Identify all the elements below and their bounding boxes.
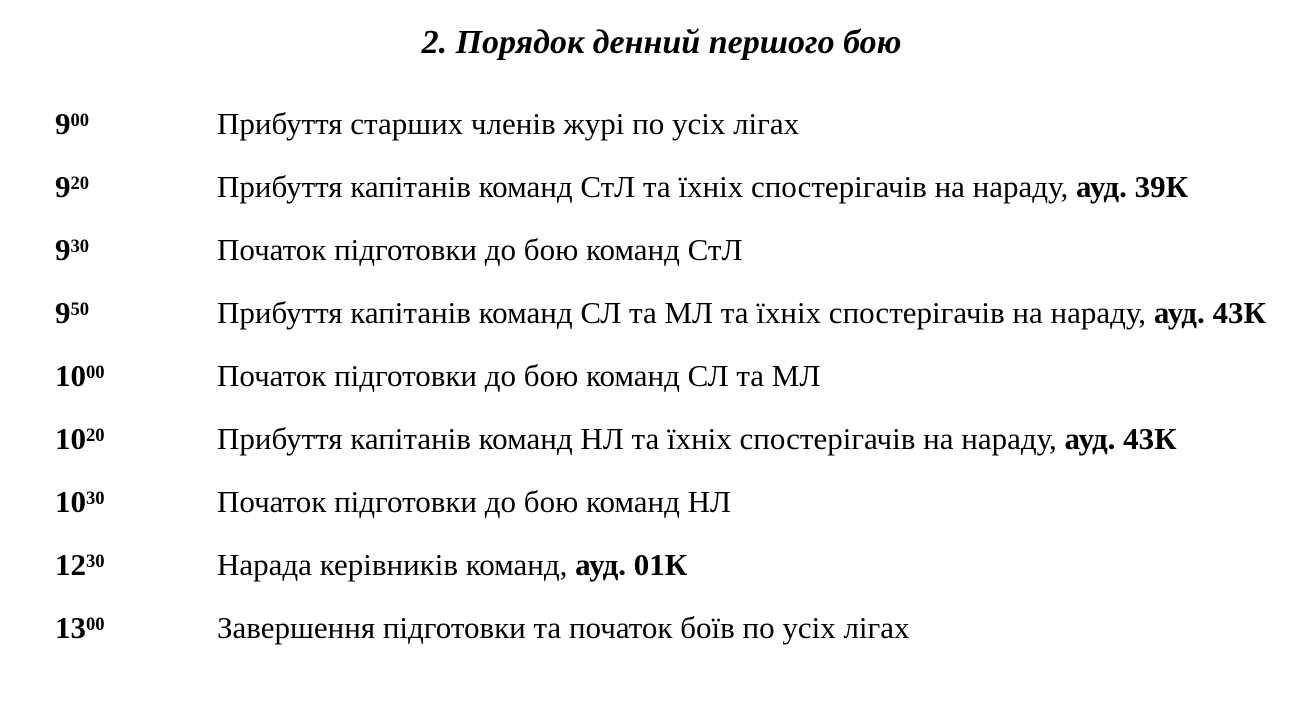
row-text-segment: Прибуття старших членів журі по усіх лігах bbox=[217, 106, 800, 141]
row-text-segment: Завершення підготовки та початок боїв по усіх лігах bbox=[217, 610, 910, 645]
schedule-row bbox=[55, 482, 1268, 522]
row-text-bold-segment: ауд. 39К bbox=[1075, 169, 1189, 204]
time-hour: 10 bbox=[55, 421, 86, 456]
schedule-row bbox=[55, 230, 1268, 270]
schedule-row bbox=[55, 608, 1268, 648]
row-text-bold-segment: ауд. 43К bbox=[1153, 295, 1266, 330]
row-text bbox=[217, 419, 1268, 459]
time-minutes: 50 bbox=[70, 299, 90, 321]
time-hour: 10 bbox=[55, 358, 86, 393]
row-text-segment: Початок підготовки до бою команд НЛ bbox=[217, 484, 732, 519]
row-text bbox=[217, 482, 1268, 522]
time-minutes: 20 bbox=[70, 173, 90, 195]
row-text bbox=[217, 104, 1268, 144]
row-text-bold-segment: ауд. 43К bbox=[1064, 421, 1177, 456]
schedule-row bbox=[55, 356, 1268, 396]
time-minutes: 20 bbox=[86, 425, 105, 447]
time-hour: 10 bbox=[55, 484, 86, 519]
time-minutes: 30 bbox=[86, 551, 105, 573]
time-label bbox=[55, 104, 217, 144]
row-text bbox=[217, 608, 1268, 648]
time-minutes: 30 bbox=[86, 488, 105, 510]
row-text-segment: Нарада керівників команд, bbox=[217, 547, 576, 582]
time-hour: 9 bbox=[55, 232, 71, 267]
row-text bbox=[217, 230, 1268, 270]
time-hour: 9 bbox=[55, 295, 71, 330]
schedule-row bbox=[55, 104, 1268, 144]
time-hour: 12 bbox=[55, 547, 86, 582]
row-text bbox=[217, 293, 1268, 333]
time-label bbox=[55, 482, 217, 522]
time-label bbox=[55, 230, 217, 270]
schedule-row bbox=[55, 293, 1268, 333]
time-minutes: 30 bbox=[70, 236, 90, 258]
schedule-row bbox=[55, 167, 1268, 207]
time-minutes: 00 bbox=[70, 110, 90, 132]
row-text-segment: Початок підготовки до бою команд СЛ та МЛ bbox=[217, 358, 821, 393]
time-label bbox=[55, 419, 217, 459]
time-hour: 13 bbox=[55, 610, 86, 645]
page-title: 2. Порядок денний першого бою bbox=[421, 24, 902, 61]
row-text bbox=[217, 356, 1268, 396]
row-text-bold-segment: ауд. 01К bbox=[575, 547, 688, 582]
time-hour: 9 bbox=[55, 169, 71, 204]
time-label bbox=[55, 608, 217, 648]
row-text-segment: Прибуття капітанів команд СтЛ та їхніх спостерігачів на нараду, bbox=[217, 169, 1076, 204]
schedule-rows bbox=[55, 104, 1268, 648]
row-text bbox=[217, 167, 1268, 207]
time-minutes: 00 bbox=[86, 362, 105, 384]
row-text-segment: Прибуття капітанів команд НЛ та їхніх спостерігачів на нараду, bbox=[217, 421, 1065, 456]
time-label bbox=[55, 167, 217, 207]
time-label bbox=[55, 356, 217, 396]
time-hour: 9 bbox=[55, 106, 71, 141]
row-text-segment: Прибуття капітанів команд СЛ та МЛ та їхніх спостерігачів на нараду, bbox=[217, 295, 1154, 330]
time-minutes: 00 bbox=[86, 614, 105, 636]
schedule-row bbox=[55, 419, 1268, 459]
time-label bbox=[55, 545, 217, 585]
schedule-row bbox=[55, 545, 1268, 585]
row-text bbox=[217, 545, 1268, 585]
time-label bbox=[55, 293, 217, 333]
row-text-segment: Початок підготовки до бою команд СтЛ bbox=[217, 232, 743, 267]
